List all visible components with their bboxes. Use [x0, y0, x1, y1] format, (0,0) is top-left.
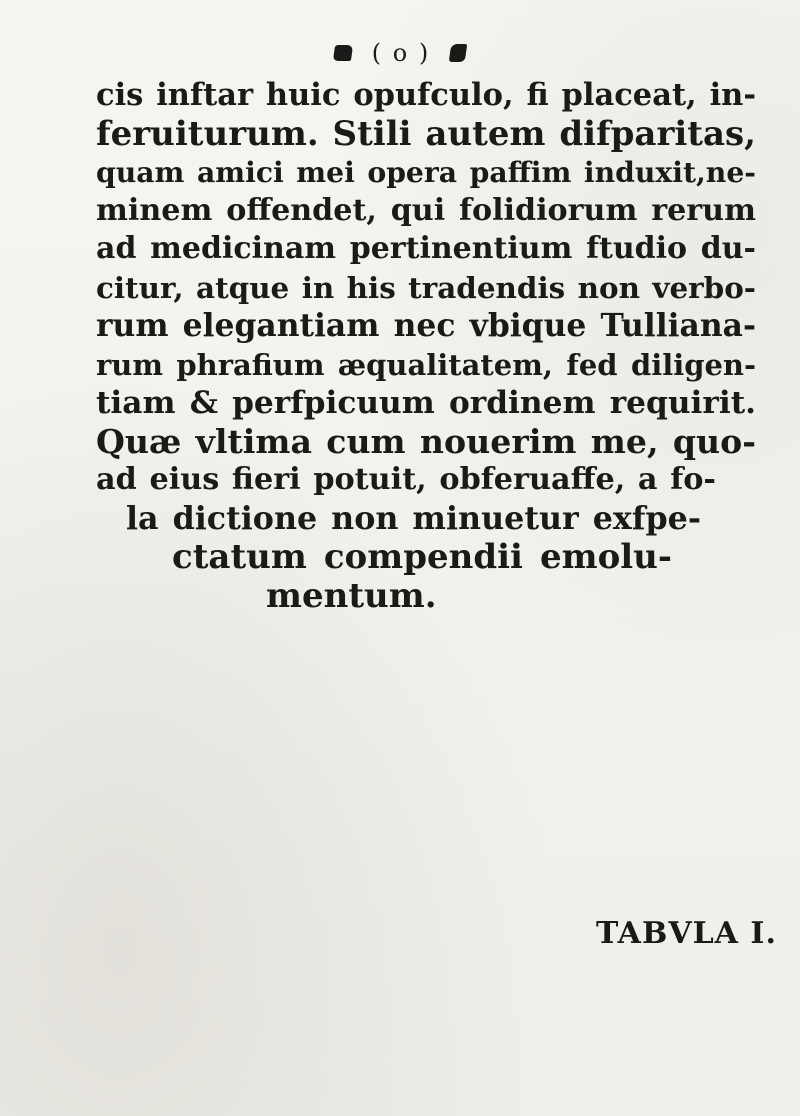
text-line: ctatum compendii emolu-: [172, 537, 672, 577]
text-line: ad eius fieri potuit, obferuaffe, a fo-: [96, 462, 716, 497]
text-line: rum phrafium æqualitatem, fed diligen-: [96, 347, 756, 382]
text-line: citur, atque in his tradendis non verbo-: [96, 269, 756, 305]
text-line: minem offendet, qui folidiorum rerum: [96, 192, 756, 228]
text-line: quam amici mei opera paffim induxit,ne-: [96, 155, 756, 189]
catchword: TABVLA I.: [596, 916, 777, 951]
page-header: [0, 34, 800, 71]
text-line: rum elegantiam nec vbique Tulliana-: [96, 308, 756, 344]
text-line: la dictione non minuetur exfpe-: [126, 499, 701, 537]
text-line: tiam & perfpicuum ordinem requirit.: [96, 385, 756, 421]
text-line: feruiturum. Stili autem difparitas,: [96, 113, 756, 154]
text-line: cis inftar huic opufculo, fi placeat, in-: [96, 77, 756, 113]
ornament-left-icon: [333, 45, 353, 61]
page-number: ( o ): [371, 39, 431, 67]
text-line: ad medicinam pertinentium ftudio du-: [96, 231, 756, 266]
body-text: [96, 76, 756, 616]
text-line: mentum.: [266, 575, 437, 616]
ornament-right-icon: [449, 44, 468, 62]
text-line: Quæ vltima cum nouerim me, quo-: [96, 421, 756, 461]
